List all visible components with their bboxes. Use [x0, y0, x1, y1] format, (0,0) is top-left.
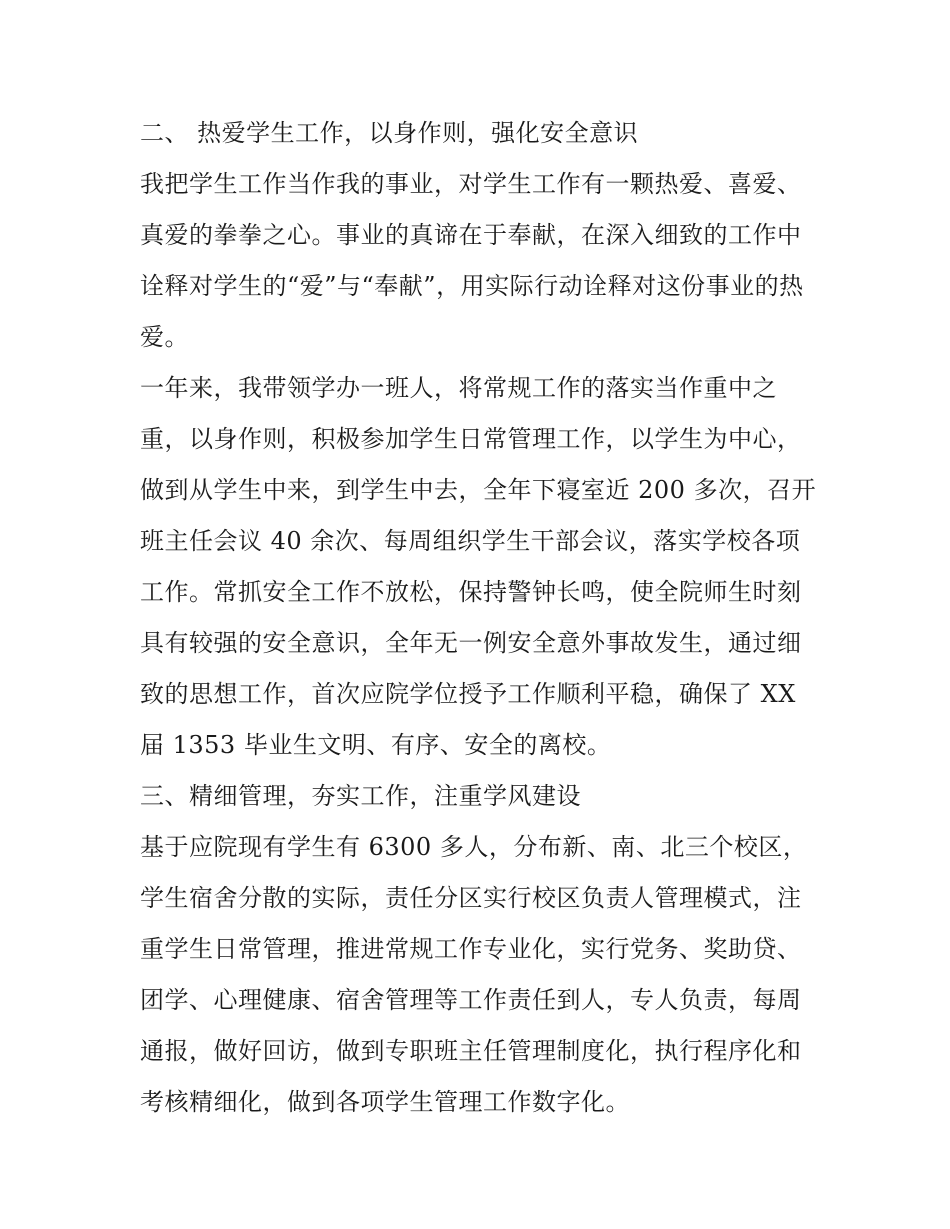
- paragraph-line: 重学生日常管理，推进常规工作专业化，实行党务、奖助贷、: [140, 935, 802, 963]
- paragraph-line: 一年来，我带领学办一班人，将常规工作的落实当作重中之: [140, 374, 777, 402]
- paragraph-line: 届 1353 毕业生文明、有序、安全的离校。: [140, 731, 612, 759]
- paragraph-line: 班主任会议 40 余次、每周组织学生干部会议，落实学校各项: [140, 527, 801, 555]
- paragraph-line: 学生宿舍分散的实际，责任分区实行校区负责人管理模式，注: [140, 884, 802, 912]
- paragraph-line: 团学、心理健康、宿舍管理等工作责任到人，专人负责，每周: [140, 986, 802, 1014]
- paragraph-line: 具有较强的安全意识，全年无一例安全意外事故发生，通过细: [140, 629, 802, 657]
- paragraph-line: 考核精细化，做到各项学生管理工作数字化。: [140, 1088, 630, 1116]
- section-heading-3: 三、精细管理，夯实工作，注重学风建设: [140, 782, 581, 810]
- paragraph-line: 爱。: [140, 323, 189, 351]
- section-heading-2: 二、 热爱学生工作，以身作则，强化安全意识: [140, 119, 639, 147]
- paragraph-line: 真爱的拳拳之心。事业的真谛在于奉献，在深入细致的工作中: [140, 221, 802, 249]
- paragraph-line: 致的思想工作，首次应院学位授予工作顺利平稳，确保了 XX: [140, 680, 796, 708]
- document-body: [140, 108, 820, 1128]
- paragraph-line: 基于应院现有学生有 6300 多人，分布新、南、北三个校区，: [140, 833, 808, 861]
- paragraph-line: 做到从学生中来，到学生中去，全年下寝室近 200 多次，召开: [140, 476, 817, 504]
- paragraph-line: 工作。常抓安全工作不放松，保持警钟长鸣，使全院师生时刻: [140, 578, 802, 606]
- paragraph-line: 重，以身作则，积极参加学生日常管理工作，以学生为中心，: [140, 425, 802, 453]
- paragraph-line: 我把学生工作当作我的事业，对学生工作有一颗热爱、喜爱、: [140, 170, 802, 198]
- paragraph-line: 通报，做好回访，做到专职班主任管理制度化，执行程序化和: [140, 1037, 802, 1065]
- paragraph-line: 诠释对学生的“爱”与“奉献”，用实际行动诠释对这份事业的热: [140, 272, 804, 300]
